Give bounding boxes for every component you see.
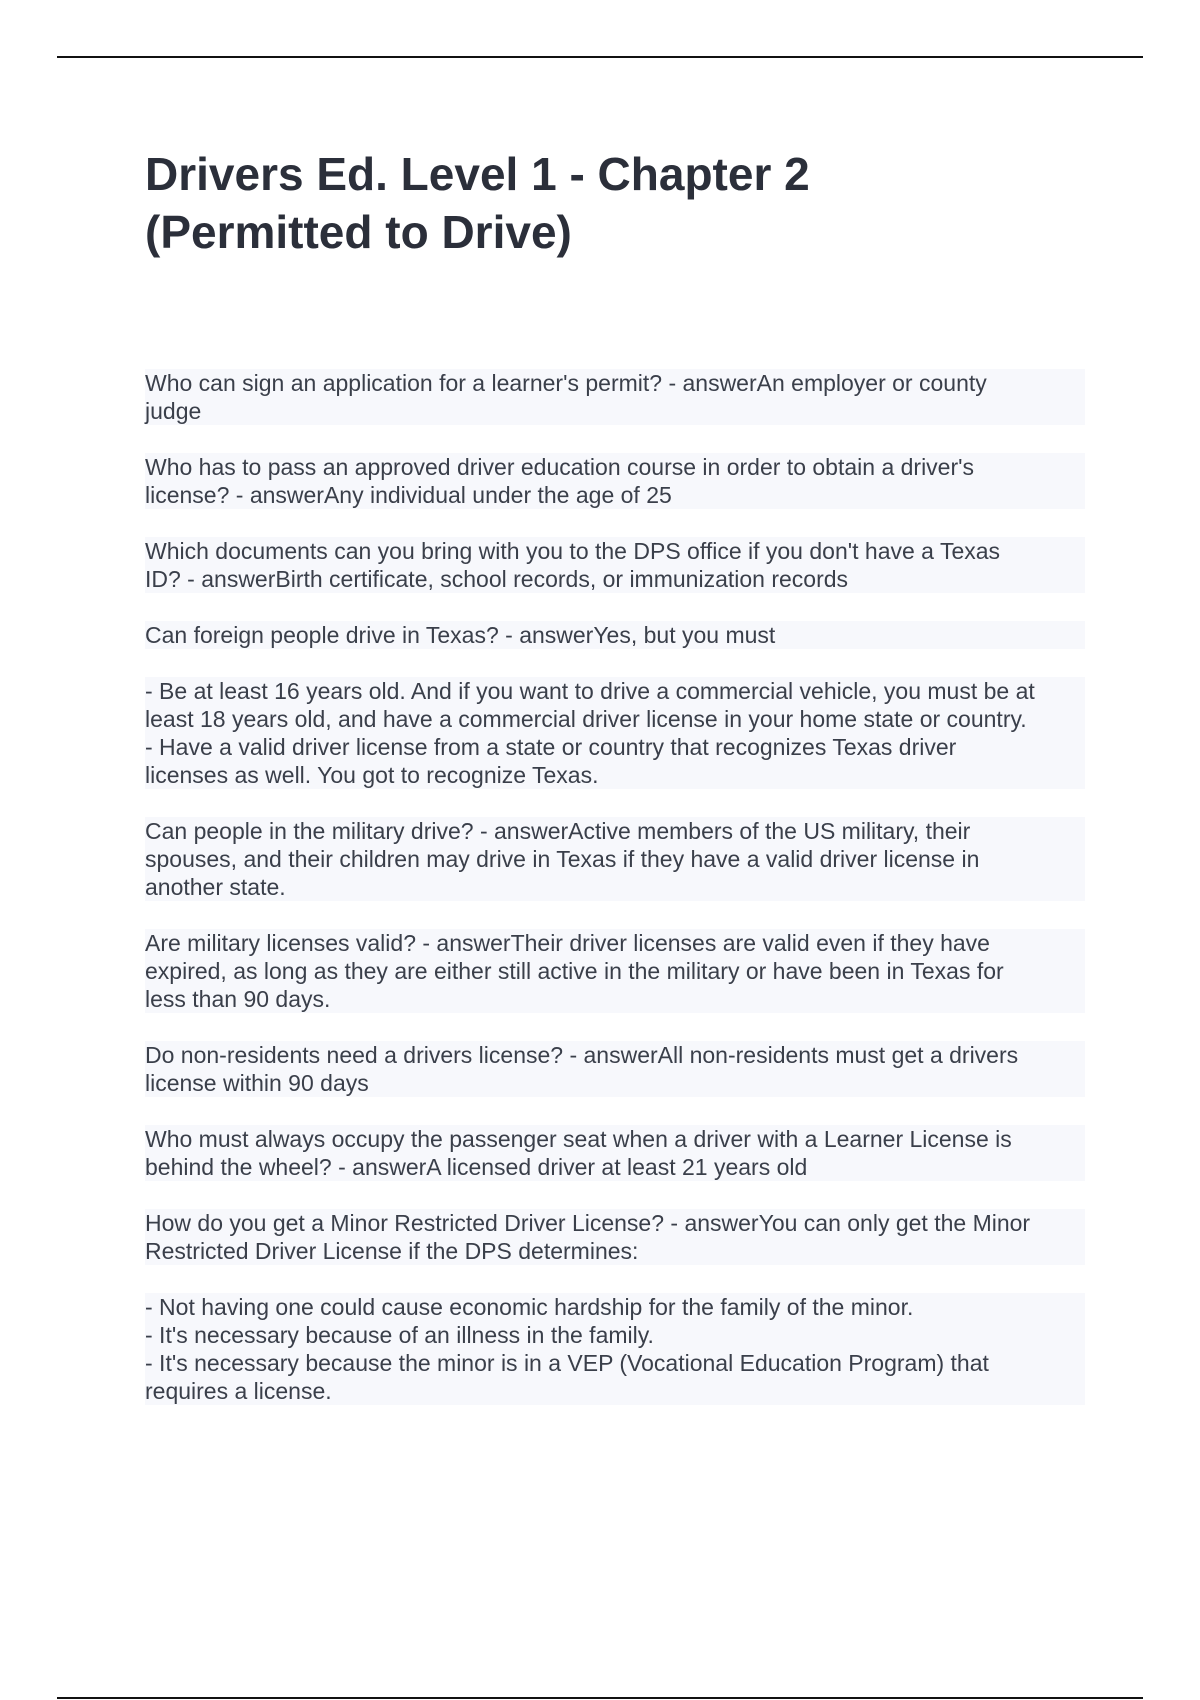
qa-entry: Who must always occupy the passenger seat when a driver with a Learner License is behind the wheel? - answerA licensed driver at least 21 years old [145,1125,1085,1181]
qa-entry: Which documents can you bring with you to the DPS office if you don't have a Texas ID? - answerBirth certificate, school records, or immunization records [145,537,1085,593]
qa-entry: Who can sign an application for a learner's permit? - answerAn employer or county judge [145,369,1085,425]
qa-entry: Can people in the military drive? - answerActive members of the US military, their spouses, and their children may drive in Texas if they have a valid driver license in another state. [145,817,1085,901]
qa-entry-continuation: - Be at least 16 years old. And if you want to drive a commercial vehicle, you must be at least 18 years old, and have a commercial driver license in your home state or country. - Have a valid driver license from a state or country that recognizes Texas driver licenses as well. You got to recognize Texas. [145,677,1085,789]
qa-entry: Are military licenses valid? - answerTheir driver licenses are valid even if they have expired, as long as they are either still active in the military or have been in Texas for less than 90 days. [145,929,1085,1013]
title-line-1: Drivers Ed. Level 1 - Chapter 2 [145,148,810,200]
qa-entry: Who has to pass an approved driver education course in order to obtain a driver's license? - answerAny individual under the age of 25 [145,453,1085,509]
qa-entry: How do you get a Minor Restricted Driver License? - answerYou can only get the Minor Restricted Driver License if the DPS determines: [145,1209,1085,1265]
qa-list [145,369,1085,1405]
document-title [145,145,1085,261]
qa-entry: Do non-residents need a drivers license? - answerAll non-residents must get a drivers license within 90 days [145,1041,1085,1097]
top-rule [57,56,1143,58]
document-body [145,145,1085,1433]
qa-entry: Can foreign people drive in Texas? - answerYes, but you must [145,621,1085,649]
title-line-2: (Permitted to Drive) [145,206,572,258]
bottom-rule [57,1697,1143,1699]
qa-entry-continuation: - Not having one could cause economic hardship for the family of the minor. - It's necessary because of an illness in the family. - It's necessary because the minor is in a VEP (Vocational Education Program) that requires a license. [145,1293,1085,1405]
